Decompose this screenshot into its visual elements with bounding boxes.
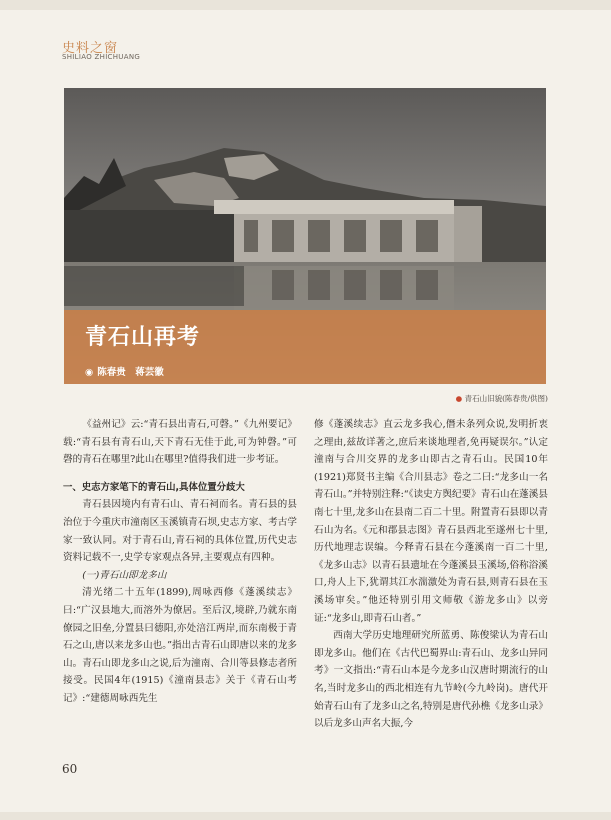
text-column-left [63,416,297,708]
authors-text: 陈春贵 蒋芸徽 [97,367,164,378]
article-title: 青石山再考 [85,324,201,350]
paragraph: 修《蓬溪续志》直云龙多我心,僭未条列众说,发明折衷之理由,兹故详著之,庶后来谈地理者,免再疑误尔。”认定潼南与合川交界的龙多山即古之青石山。民国10年(1921)郑贤书主编《合川县志》卷之二曰:“龙多山一名青石山。”并特别注释:“《读史方舆纪要》青石山在蓬溪县南七十里,龙多山在县南二百二十里。附置青石县即以青石山为名。《元和郡县志图》青石县西北至遂州七十里,历代地理志误编。今释青石县在今蓬溪南一百二十里,《龙多山志》以青石县遗址在今蓬溪县玉溪场,俗称浴溪口,舟人上下,犹谓其江水湍激处为青石县,则青石县在玉溪场审矣。”他还特别引用文师敬《游龙多山》以旁证:“龙多山,即青石山者。” [314,419,548,624]
photo-caption [456,393,548,404]
section-heading: 一、史志方家笔下的青石山,具体位置分歧大 [63,481,245,493]
column-name-en: SHILIAO ZHICHUANG [62,53,141,61]
page-frame-bottom [0,812,611,820]
article-authors [85,364,164,378]
paragraph: 清光绪二十五年(1899),周咏西修《蓬溪续志》曰:“广汉县地大,而溶外为僚居。至后汉,境辟,乃就东南僚园之旧垒,分置县曰德阳,亦处涪江两岸,而东南极于青石之山,唐以来龙多山也。”指出古青石山即唐以来的龙多山。青石山即龙多山之说,后为潼南、合川等县修志者所接受。民国4年(1915)《潼南县志》关于《青石山考记》:“建德周咏西先生 [63,587,297,704]
paragraph: 西南大学历史地理研究所蓝勇、陈俊梁认为青石山即龙多山。他们在《古代巴蜀界山:青石山、龙多山异同考》一文指出:“青石山本是今龙多山汉唐时期流行的山名,当时龙多山的西北相连有九节岭(今九岭岗)。唐代开始青石山有了龙多山之名,特别是唐代孙樵《龙多山录》以后龙多山声名大振,今 [314,630,548,730]
bullet-icon: ● [455,394,463,403]
paragraph: 《益州记》云:“青石县出青石,可磬。”《九州要记》载:“青石县有青石山,天下青石无佳于此,可为钟磬。”可磬的青石在哪里?此山在哪里?值得我们进一步考证。 [63,419,297,466]
paragraph: 青石县因境内有青石山、青石祠而名。青石县的县治位于今重庆市潼南区玉溪镇青石坝,史志方家、考古学家一致认同。对于青石山,青石祠的具体位置,历代史志资料记载不一,史学专家观点各异,主要观点有四种。 [63,499,297,564]
text-column-right [314,416,548,733]
page-number: 60 [62,762,78,776]
column-name: 史料之窗 [62,41,119,56]
page-frame-top [0,0,611,10]
photo-caption-text: 青石山旧貌(陈春贵/供图) [464,394,548,403]
subsection-heading: (一)青石山即龙多山 [82,569,167,581]
bullet-icon: ◉ [85,367,94,378]
